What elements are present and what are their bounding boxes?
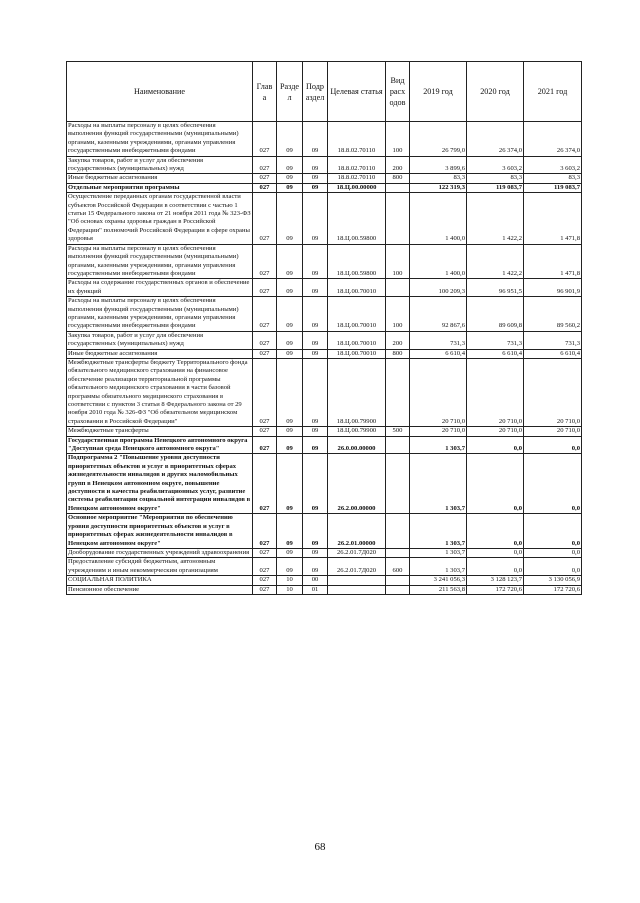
row-vid (386, 183, 410, 192)
row-2019: 92 867,6 (410, 297, 467, 332)
table-row (67, 244, 582, 279)
header-podrazdel: Подр аздел (303, 62, 328, 122)
row-podrazdel: 09 (303, 454, 328, 514)
row-name: Иные бюджетные ассигнования (67, 174, 253, 183)
row-2020: 119 083,7 (467, 183, 524, 192)
row-razdel: 09 (277, 436, 303, 454)
row-name: Государственная программа Ненецкого автономного округа "Доступная среда Ненецкого автономного округа" (67, 436, 253, 454)
row-vid: 100 (386, 297, 410, 332)
row-2019: 1 303,7 (410, 436, 467, 454)
row-razdel: 09 (277, 244, 303, 279)
row-2021: 0,0 (524, 436, 582, 454)
row-name: Закупка товаров, работ и услуг для обеспечения государственных (муниципальных) нужд (67, 331, 253, 349)
row-2020: 1 422,2 (467, 193, 524, 244)
budget-table (66, 61, 582, 595)
row-razdel: 09 (277, 174, 303, 183)
row-glava: 027 (253, 558, 277, 576)
row-name: Пенсионное обеспечение (67, 585, 253, 594)
row-podrazdel: 09 (303, 548, 328, 557)
row-podrazdel: 09 (303, 358, 328, 426)
row-name: Расходы на выплаты персоналу в целях обеспечения выполнения функций государственными (муниципальными) органами, казенными учреждениями, органами управления государственными внебюджетными фондами (67, 297, 253, 332)
row-article: 18.8.02.70110 (328, 156, 386, 174)
header-glava: Глав а (253, 62, 277, 122)
row-2021: 20 710,0 (524, 358, 582, 426)
table-row (67, 122, 582, 157)
row-podrazdel: 09 (303, 122, 328, 157)
row-2020: 1 422,2 (467, 244, 524, 279)
row-razdel: 09 (277, 358, 303, 426)
row-2019: 1 303,7 (410, 514, 467, 549)
row-name: Дооборудование государственных учреждений здравоохранения (67, 548, 253, 557)
row-glava: 027 (253, 349, 277, 358)
table-row (67, 349, 582, 358)
table-row (67, 331, 582, 349)
row-razdel: 09 (277, 156, 303, 174)
row-2019: 731,3 (410, 331, 467, 349)
row-2019: 83,3 (410, 174, 467, 183)
row-2020: 20 710,0 (467, 358, 524, 426)
row-glava: 027 (253, 436, 277, 454)
row-razdel: 09 (277, 331, 303, 349)
row-razdel: 09 (277, 558, 303, 576)
row-podrazdel: 09 (303, 558, 328, 576)
row-name: Межбюджетные трансферты (67, 427, 253, 436)
row-vid: 200 (386, 331, 410, 349)
row-vid: 800 (386, 174, 410, 183)
row-name: Осуществление переданных органам государственной власти субъектов Российской Федерации в соответствии с частью 1 статьи 15 Федерального закона от 21 ноября 2011 года № 323-ФЗ "Об основах охраны здоровья граждан в Российской Федерации" полномочий Российской Федерации в сфере охраны здоровья (68, 193, 251, 243)
row-glava: 027 (253, 244, 277, 279)
table-row (67, 576, 582, 585)
row-article (328, 585, 386, 594)
row-podrazdel: 09 (303, 244, 328, 279)
row-2021: 1 471,8 (524, 244, 582, 279)
row-article: 18.Ц.00.70010 (328, 297, 386, 332)
row-2021: 83,3 (524, 174, 582, 183)
row-glava: 027 (253, 358, 277, 426)
table-row (67, 358, 582, 426)
row-razdel: 09 (277, 279, 303, 297)
row-2021: 172 720,6 (524, 585, 582, 594)
row-vid (386, 548, 410, 557)
table-row (67, 156, 582, 174)
header-razdel: Разде л (277, 62, 303, 122)
row-vid (386, 193, 410, 244)
row-name: Иные бюджетные ассигнования (67, 349, 253, 358)
table-row (67, 548, 582, 557)
row-vid (386, 279, 410, 297)
row-podrazdel: 09 (303, 174, 328, 183)
row-podrazdel: 09 (303, 331, 328, 349)
row-2020: 3 128 123,7 (467, 576, 524, 585)
row-name: Расходы на выплаты персоналу в целях обеспечения выполнения функций государственными (муниципальными) органами, казенными учреждениями, органами управления государственными внебюджетными фондами (67, 122, 253, 157)
row-article: 18.Ц.00.59800 (328, 244, 386, 279)
row-article: 26.2.01.7Д020 (328, 548, 386, 557)
row-razdel: 09 (277, 193, 303, 244)
row-vid: 600 (386, 558, 410, 576)
table-row (67, 427, 582, 436)
table-row (67, 174, 582, 183)
row-podrazdel: 09 (303, 349, 328, 358)
header-2020: 2020 год (467, 62, 524, 122)
row-glava: 027 (253, 514, 277, 549)
row-article: 18.Ц.00.00000 (328, 183, 386, 192)
row-razdel: 09 (277, 122, 303, 157)
row-name: Расходы на выплаты персоналу в целях обеспечения выполнения функций государственными (муниципальными) органами, казенными учреждениями, органами управления государственными внебюджетными фондами (67, 244, 253, 279)
header-name: Наименование (67, 62, 253, 122)
table-row (67, 183, 582, 192)
row-2020: 3 603,2 (467, 156, 524, 174)
row-article: 18.Ц.00.59800 (328, 193, 386, 244)
row-2020: 0,0 (467, 514, 524, 549)
row-article: 26.2.01.00000 (328, 514, 386, 549)
row-article: 26.0.00.00000 (328, 436, 386, 454)
row-2019: 3 241 056,3 (410, 576, 467, 585)
row-glava: 027 (253, 122, 277, 157)
row-name: Отдельные мероприятия программы (67, 183, 253, 192)
row-2021: 26 374,0 (524, 122, 582, 157)
row-2021: 119 083,7 (524, 183, 582, 192)
row-article: 18.Ц.00.79900 (328, 427, 386, 436)
row-article (328, 576, 386, 585)
row-2019: 122 319,3 (410, 183, 467, 192)
row-2019: 1 400,0 (410, 244, 467, 279)
header-article: Целевая статья (328, 62, 386, 122)
table-row (67, 436, 582, 454)
row-2019: 1 400,0 (410, 193, 467, 244)
row-2021: 20 710,0 (524, 427, 582, 436)
row-vid (386, 585, 410, 594)
row-article: 18.Ц.00.70010 (328, 331, 386, 349)
row-vid (386, 454, 410, 514)
row-razdel: 09 (277, 297, 303, 332)
row-article: 18.Ц.00.79900 (328, 358, 386, 426)
row-vid (386, 436, 410, 454)
row-2020: 96 951,5 (467, 279, 524, 297)
row-name: Основное мероприятие "Мероприятия по обеспечению уровня доступности приоритетных объектов и услуг в приоритетных сферах жизнедеятельности инвалидов в Ненецком автономном округе" (67, 514, 253, 549)
row-podrazdel: 09 (303, 297, 328, 332)
row-glava: 027 (253, 183, 277, 192)
row-2019: 3 899,6 (410, 156, 467, 174)
row-article: 18.Ц.00.70010 (328, 349, 386, 358)
row-2020: 20 710,0 (467, 427, 524, 436)
row-2020: 6 610,4 (467, 349, 524, 358)
row-article: 26.2.01.7Д020 (328, 558, 386, 576)
row-razdel: 09 (277, 548, 303, 557)
row-2020: 83,3 (467, 174, 524, 183)
row-razdel: 10 (277, 585, 303, 594)
row-glava: 027 (253, 585, 277, 594)
row-vid (386, 514, 410, 549)
row-podrazdel: 09 (303, 514, 328, 549)
row-vid: 100 (386, 122, 410, 157)
row-2021: 3 130 056,9 (524, 576, 582, 585)
table-row (67, 514, 582, 549)
row-glava: 027 (253, 576, 277, 585)
row-podrazdel: 00 (303, 576, 328, 585)
row-2020: 0,0 (467, 548, 524, 557)
row-article: 26.2.00.00000 (328, 454, 386, 514)
row-2019: 20 710,0 (410, 358, 467, 426)
row-2021: 3 603,2 (524, 156, 582, 174)
header-2019: 2019 год (410, 62, 467, 122)
row-podrazdel: 09 (303, 156, 328, 174)
row-name: СОЦИАЛЬНАЯ ПОЛИТИКА (67, 576, 253, 585)
row-glava: 027 (253, 279, 277, 297)
row-2019: 20 710,0 (410, 427, 467, 436)
row-2019: 1 303,7 (410, 454, 467, 514)
row-2021: 0,0 (524, 454, 582, 514)
row-2019: 100 209,3 (410, 279, 467, 297)
row-podrazdel: 09 (303, 193, 328, 244)
table-row (67, 558, 582, 576)
row-razdel: 09 (277, 349, 303, 358)
row-2021: 1 471,8 (524, 193, 582, 244)
row-2019: 1 303,7 (410, 558, 467, 576)
row-name: Подпрограмма 2 "Повышение уровня доступности приоритетных объектов и услуг в приоритетных сферах жизнедеятельности инвалидов и других маломобильных групп в Ненецком автономном округе, повышение доступности и качества реабилитационных услуг, развитие системы реабилитации социальной интеграции инвалидов в Ненецком автономном округе" (67, 454, 253, 514)
row-2020: 89 609,8 (467, 297, 524, 332)
row-podrazdel: 09 (303, 427, 328, 436)
row-razdel: 09 (277, 427, 303, 436)
row-2021: 731,3 (524, 331, 582, 349)
header-vid: Вид расх одов (386, 62, 410, 122)
row-name: Межбюджетные трансферты бюджету Территориального фонда обязательного медицинского страхования на финансовое обеспечение реализации территориальной программы обязательного медицинского страхования в части базовой программы обязательного медицинского страхования в соответствии с пунктом 3 статьи 8 Федерального закона от 29 ноября 2010 года № 326-ФЗ "Об обязательном медицинском страховании в Российской Федерации" (67, 358, 253, 426)
row-vid (386, 358, 410, 426)
row-glava: 027 (253, 548, 277, 557)
row-vid: 800 (386, 349, 410, 358)
table-row (67, 585, 582, 594)
row-razdel: 09 (277, 514, 303, 549)
row-2021: 0,0 (524, 548, 582, 557)
row-razdel: 10 (277, 576, 303, 585)
row-glava: 027 (253, 174, 277, 183)
row-2019: 1 303,7 (410, 548, 467, 557)
row-vid: 500 (386, 427, 410, 436)
row-article: 18.8.02.70110 (328, 174, 386, 183)
row-podrazdel: 09 (303, 279, 328, 297)
row-glava: 027 (253, 427, 277, 436)
header-row (67, 62, 582, 122)
row-razdel: 09 (277, 454, 303, 514)
row-podrazdel: 09 (303, 183, 328, 192)
row-2021: 0,0 (524, 558, 582, 576)
row-glava: 027 (253, 193, 277, 244)
row-2020: 731,3 (467, 331, 524, 349)
row-2020: 0,0 (467, 558, 524, 576)
row-article: 18.8.02.70110 (328, 122, 386, 157)
page-number: 68 (314, 841, 326, 853)
row-vid (386, 576, 410, 585)
row-article: 18.Ц.00.70010 (328, 279, 386, 297)
table-row (67, 193, 582, 244)
row-glava: 027 (253, 331, 277, 349)
row-2021: 6 610,4 (524, 349, 582, 358)
row-2020: 26 374,0 (467, 122, 524, 157)
table-row (67, 454, 582, 514)
row-podrazdel: 01 (303, 585, 328, 594)
row-2021: 96 901,9 (524, 279, 582, 297)
row-glava: 027 (253, 297, 277, 332)
row-glava: 027 (253, 454, 277, 514)
row-2021: 89 560,2 (524, 297, 582, 332)
row-name: Закупка товаров, работ и услуг для обеспечения государственных (муниципальных) нужд (67, 156, 253, 174)
row-vid: 200 (386, 156, 410, 174)
table-row (67, 279, 582, 297)
row-razdel: 09 (277, 183, 303, 192)
row-podrazdel: 09 (303, 436, 328, 454)
header-2021: 2021 год (524, 62, 582, 122)
table-row (67, 297, 582, 332)
row-vid: 100 (386, 244, 410, 279)
row-2021: 0,0 (524, 514, 582, 549)
row-name: Предоставление субсидий бюджетным, автономным учреждениям и иным некоммерческим организациям (67, 558, 253, 576)
row-2019: 6 610,4 (410, 349, 467, 358)
row-2020: 172 720,6 (467, 585, 524, 594)
row-2019: 26 799,0 (410, 122, 467, 157)
row-glava: 027 (253, 156, 277, 174)
row-2020: 0,0 (467, 454, 524, 514)
row-2019: 211 563,8 (410, 585, 467, 594)
row-2020: 0,0 (467, 436, 524, 454)
row-name: Расходы на содержание государственных органов и обеспечение их функций (67, 279, 253, 297)
